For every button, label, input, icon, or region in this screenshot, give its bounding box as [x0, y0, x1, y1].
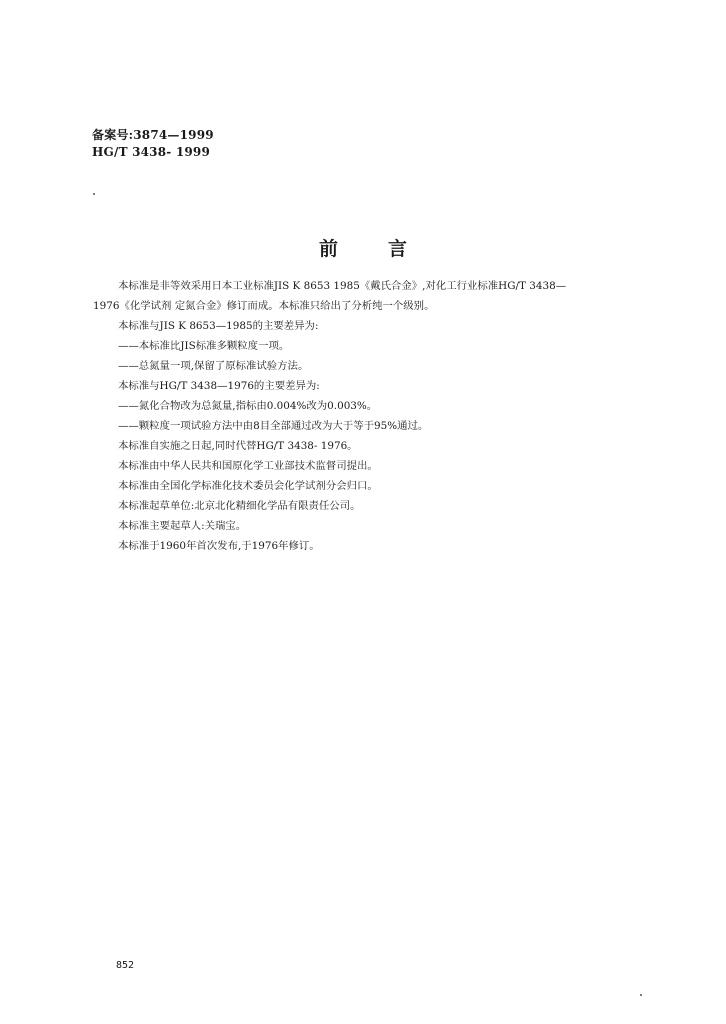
paragraph: 本标准是非等效采用日本工业标准JIS K 8653 1985《戴氏合金》,对化工行业标准HG/T 3438—: [118, 280, 567, 292]
standard-code: HG/T 3438- 1999: [92, 145, 211, 159]
paragraph: ——氮化合物改为总氮量,指标由0.004%改为0.003%。: [118, 400, 378, 412]
paragraph: 本标准由中华人民共和国原化学工业部技术监督司提出。: [118, 460, 378, 472]
scan-speck: [640, 994, 642, 996]
paragraph: 本标准于1960年首次发布,于1976年修订。: [118, 540, 320, 552]
paragraph: 本标准与HG/T 3438—1976的主要差异为:: [118, 380, 320, 392]
paragraph: 本标准由全国化学标准化技术委员会化学试剂分会归口。: [118, 480, 378, 492]
paragraph: ——总氮量一项,保留了原标准试验方法。: [118, 360, 309, 372]
page-title: 前言: [318, 238, 457, 260]
page-number: 852: [116, 960, 135, 971]
foreword-body: [93, 276, 653, 556]
paragraph: 本标准自实施之日起,同时代替HG/T 3438- 1976。: [118, 440, 358, 452]
paragraph: 本标准主要起草人:关瑞宝。: [118, 520, 247, 532]
record-number: 备案号:3874—1999: [92, 128, 214, 142]
paragraph: 1976《化学试剂 定氮合金》修订而成。本标准只给出了分析纯一个级别。: [93, 300, 435, 312]
scan-speck: [93, 193, 95, 195]
paragraph: ——颗粒度一项试验方法中由8目全部通过改为大于等于95%通过。: [118, 420, 429, 432]
paragraph: ——本标准比JIS标准多颗粒度一项。: [118, 340, 290, 352]
paragraph: 本标准起草单位:北京北化精细化学品有限责任公司。: [118, 500, 361, 512]
paragraph: 本标准与JIS K 8653—1985的主要差异为:: [118, 320, 319, 332]
